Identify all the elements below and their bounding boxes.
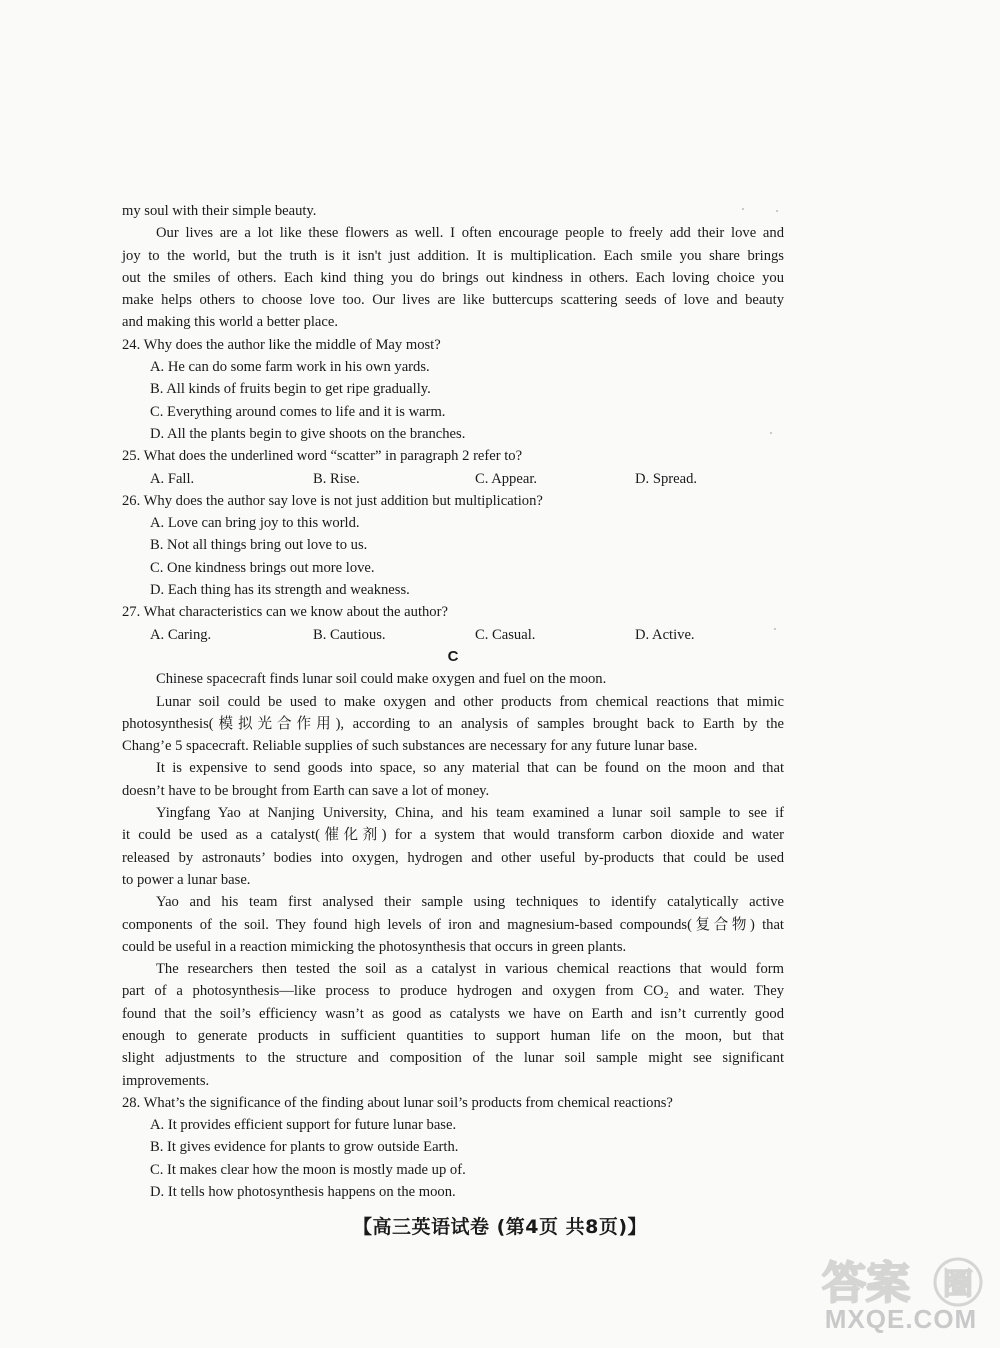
option-b: B. Not all things bring out love to us.: [150, 537, 368, 554]
passage-c-paragraph-3: [122, 757, 784, 802]
option-a: A. He can do some farm work in his own yards.: [150, 359, 430, 376]
passage-b-continuation: [122, 200, 784, 222]
text-line: It is expensive to send goods into space, so any material that can be found on the moon and that: [156, 760, 784, 777]
option-d: D. Active.: [635, 626, 695, 643]
text-line: my soul with their simple beauty.: [122, 203, 317, 219]
question-24: [122, 334, 784, 445]
text-line: improvements.: [122, 1072, 210, 1089]
options-row: [122, 624, 784, 646]
text-line: make helps others to choose love too. Our lives are like buttercups scattering seeds of love and beauty: [122, 292, 784, 309]
text-line: part of a photosynthesis—like process to produce hydrogen and oxygen from CO₂ and water. They: [122, 983, 784, 1000]
text-line: doesn’t have to be brought from Earth can save a lot of money.: [122, 782, 490, 799]
option-a: A. Fall.: [150, 470, 195, 487]
option-d: D. Spread.: [635, 470, 698, 487]
option-a: A. It provides efficient support for future lunar base.: [150, 1117, 457, 1134]
option-b: B. Cautious.: [313, 626, 386, 643]
question-26: [122, 490, 784, 601]
question-stem: 25. What does the underlined word “scatter” in paragraph 2 refer to?: [122, 448, 523, 465]
answer-circle-logo-icon: [818, 1252, 986, 1308]
question-stem: 24. Why does the author like the middle of May most?: [122, 336, 441, 353]
svg-text:圈: 圈: [943, 1267, 973, 1302]
watermark-site-text: MXQE.COM: [824, 1304, 978, 1334]
option-c: C. Casual.: [475, 626, 536, 643]
question-stem: 28. What’s the significance of the finding about lunar soil’s products from chemical reactions?: [122, 1094, 673, 1111]
text-line: Our lives are a lot like these flowers as well. I often encourage people to freely add their love and: [156, 225, 784, 242]
watermark: [812, 1252, 990, 1342]
question-stem: 26. Why does the author say love is not just addition but multiplication?: [122, 492, 543, 509]
text-line: and making this world a better place.: [122, 314, 338, 331]
question-stem: 27. What characteristics can we know about the author?: [122, 604, 448, 621]
option-b: B. It gives evidence for plants to grow outside Earth.: [150, 1139, 459, 1156]
text-line: slight adjustments to the structure and composition of the lunar soil sample might see significant: [122, 1050, 784, 1067]
text-line: found that the soil’s efficiency wasn’t as good as catalysts we have on Earth and isn’t currently good: [122, 1005, 784, 1022]
text-line: released by astronauts’ bodies into oxygen, hydrogen and other useful by-products that could be used: [122, 849, 784, 866]
svg-text:答案: 答案: [822, 1258, 910, 1308]
page-footer: 【高三英语试卷 (第4页 共8页)】: [352, 1216, 648, 1238]
text-line: it could be used as a catalyst(催化剂) for a system that would transform carbon dioxide and water: [122, 827, 784, 844]
text-line: enough to generate products in sufficient quantities to support human life on the moon, but that: [122, 1027, 784, 1044]
option-b: B. All kinds of fruits begin to get ripe gradually.: [150, 381, 431, 398]
text-line: Yingfang Yao at Nanjing University, China, and his team examined a lunar soil sample to see if: [156, 805, 784, 822]
text-line: Lunar soil could be used to make oxygen and other products from chemical reactions that mimic: [156, 693, 784, 710]
passage-c-paragraph-6: [122, 958, 784, 1092]
section-heading: C: [447, 647, 459, 665]
scan-speck: [770, 432, 772, 434]
text-line: Chang’e 5 spacecraft. Reliable supplies of such substances are necessary for any future lunar base.: [122, 738, 698, 755]
text-line: The researchers then tested the soil as a catalyst in various chemical reactions that would form: [156, 961, 784, 978]
option-d: D. Each thing has its strength and weakness.: [150, 582, 410, 599]
text-line: Chinese spacecraft finds lunar soil could make oxygen and fuel on the moon.: [156, 671, 607, 688]
option-b: B. Rise.: [313, 470, 360, 487]
passage-c-paragraph-1: [122, 668, 784, 690]
option-c: C. It makes clear how the moon is mostly made up of.: [150, 1161, 466, 1178]
scan-speck: [776, 210, 778, 212]
page-content: [122, 200, 784, 1203]
option-a: A. Love can bring joy to this world.: [150, 515, 360, 532]
option-c: C. Everything around comes to life and it is warm.: [150, 403, 446, 420]
text-line: photosynthesis(模拟光合作用), according to an analysis of samples brought back to Earth by the: [122, 715, 784, 732]
passage-c-paragraph-5: [122, 891, 784, 958]
scan-speck: [742, 208, 744, 210]
text-line: could be useful in a reaction mimicking the photosynthesis that occurs in green plants.: [122, 938, 627, 955]
scan-speck: [774, 628, 776, 630]
question-25: [122, 445, 784, 490]
option-d: D. It tells how photosynthesis happens on the moon.: [150, 1184, 456, 1201]
options-row: [122, 468, 784, 490]
text-line: out the smiles of others. Each kind thing you do brings out kindness in others. Each loving choice you: [122, 269, 784, 286]
text-line: joy to the world, but the truth is it isn't just addition. It is multiplication. Each smile you share brings: [122, 247, 784, 264]
passage-c-paragraph-2: [122, 691, 784, 758]
question-28: [122, 1092, 784, 1203]
option-d: D. All the plants begin to give shoots on the branches.: [150, 425, 466, 442]
passage-c-paragraph-4: [122, 802, 784, 891]
text-line: components of the soil. They found high levels of iron and magnesium-based compounds(复合物) that: [122, 916, 784, 933]
option-c: C. Appear.: [475, 470, 538, 487]
text-line: Yao and his team first analysed their sample using techniques to identify catalytically active: [156, 894, 784, 911]
text-line: to power a lunar base.: [122, 871, 251, 888]
question-27: [122, 601, 784, 646]
passage-b-last-paragraph: [122, 222, 784, 333]
option-c: C. One kindness brings out more love.: [150, 559, 375, 576]
option-a: A. Caring.: [150, 626, 212, 643]
